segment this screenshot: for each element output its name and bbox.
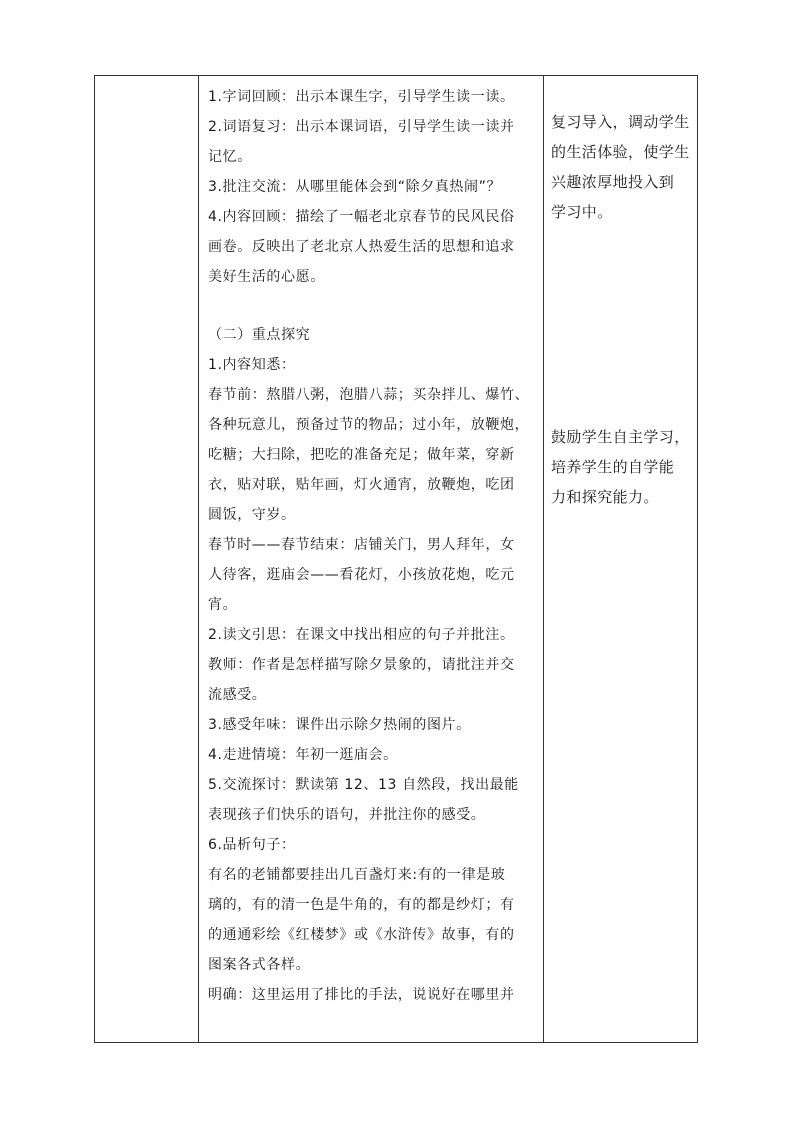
activity-line: 的通通彩绘《红楼梦》或《水浒传》故事，有的 [208,927,515,943]
activity-line: 各种玩意儿，预备过节的物品；过小年，放鞭炮， [208,417,530,433]
activity-line: 明确：这里运用了排比的手法，说说好在哪里并 [208,987,515,1003]
paragraph-gap [208,292,539,320]
activity-line: 6.品析句子： [208,837,296,853]
note-line: 复习导入，调动学生 [551,113,690,131]
design-intent-note [551,422,690,512]
activity-line: 记忆。 [208,149,252,165]
note-line: 鼓励学生自主学习， [551,428,690,446]
activity-line: 1.内容知悉： [208,357,296,373]
design-intent-note [551,107,690,227]
section-heading: （二）重点探究 [208,327,311,343]
activity-line: 表现孩子们快乐的语句，并批注你的感受。 [208,807,486,823]
activity-line: 吃糖；大扫除，把吃的准备充足；做年菜，穿新 [208,447,515,463]
activity-line: 有名的老铺都要挂出几百盏灯来:有的一律是玻 [208,867,506,883]
activity-line: 流感受。 [208,687,267,703]
activity-line: 3.批注交流：从哪里能体会到“除夕真热闹”？ [208,179,502,195]
design-intent-column [544,76,697,1042]
activity-line: 1.字词回顾：出示本课生字，引导学生读一读。 [208,89,515,105]
activity-line: 人待客，逛庙会——看花灯，小孩放花炮，吃元 [208,567,515,583]
activity-line: 宵。 [208,597,238,613]
note-line: 学习中。 [551,203,613,221]
note-line: 力和探究能力。 [551,488,659,506]
note-line: 培养学生的自学能 [551,458,675,476]
activity-line: 4.走进情境：年初一逛庙会。 [208,747,398,763]
activity-line: 衣，贴对联，贴年画，灯火通宵，放鞭炮，吃团 [208,477,515,493]
activity-line: 3.感受年味：课件出示除夕热闹的图片。 [208,717,471,733]
note-line: 的生活体验，使学生 [551,143,690,161]
activity-column [199,76,544,1042]
lesson-plan-table [94,75,698,1043]
stage-column [95,76,199,1042]
activity-line: 教师：作者是怎样描写除夕景象的，请批注并交 [208,657,515,673]
activity-line: 圆饭，守岁。 [208,507,296,523]
activity-line: 4.内容回顾：描绘了一幅老北京春节的民风民俗 [208,209,515,225]
activity-line: 美好生活的心愿。 [208,269,325,285]
activity-line: 2.读文引思：在课文中找出相应的句子并批注。 [208,627,515,643]
activity-line: 春节时——春节结束：店铺关门，男人拜年，女 [208,537,515,553]
activity-line: 璃的，有的清一色是牛角的，有的都是纱灯；有 [208,897,515,913]
activity-line: 画卷。反映出了老北京人热爱生活的思想和追求 [208,239,515,255]
activity-line: 2.词语复习：出示本课词语，引导学生读一读并 [208,119,515,135]
activity-line: 5.交流探讨：默读第 12、13 自然段，找出最能 [208,777,519,793]
activity-line: 春节前：熬腊八粥，泡腊八蒜；买杂拌儿、爆竹、 [208,387,530,403]
note-line: 兴趣浓厚地投入到 [551,173,675,191]
activity-line: 图案各式各样。 [208,957,311,973]
